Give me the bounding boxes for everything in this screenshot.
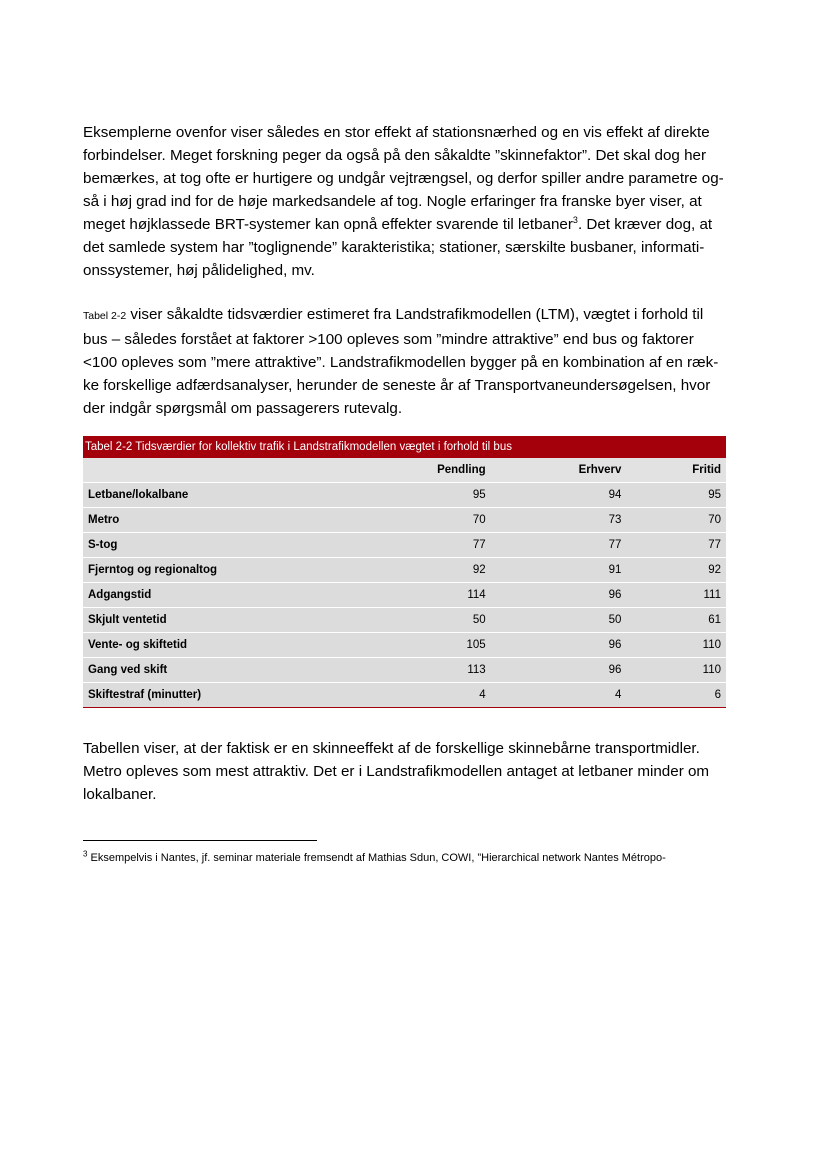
column-header-fritid: Fritid [626,458,726,483]
table-row [83,608,726,633]
table-cell: 70 [626,508,726,533]
table-cell: 6 [626,683,726,708]
text-line: Metro opleves som mest attraktiv. Det er i Landstrafikmodellen antaget at letbaner minder om [83,763,710,780]
data-table [83,458,726,708]
footnote-mark: 3 [83,849,88,859]
table-cell: 111 [626,583,726,608]
paragraph-table-intro [83,303,773,420]
footnote-reference[interactable]: 3 [572,214,578,225]
table-cell: 4 [491,683,627,708]
table-row [83,683,726,708]
table-row [83,583,726,608]
text-segment: viser såkaldte tidsværdier estimeret fra Landstrafikmodellen (LTM), vægtet i forhold til [126,306,704,323]
row-label: S-tog [83,533,340,558]
paragraph-stations-effect [83,121,773,282]
row-label: Adgangstid [83,583,340,608]
text-line: så i høj grad ind for de høje markedsandele af tog. Nogle erfaringer fra franske byer viser, at [83,193,702,210]
row-label: Skiftestraf (minutter) [83,683,340,708]
text-line-with-footnote [83,213,773,236]
row-label: Gang ved skift [83,658,340,683]
text-line: onssystemer, høj pålidelighed, mv. [83,262,315,279]
table-cell: 96 [491,583,627,608]
table-cell: 50 [491,608,627,633]
row-label: Metro [83,508,340,533]
footnote-text: Eksempelvis i Nantes, jf. seminar materiale fremsendt af Mathias Sdun, COWI, ”Hierarchical network Nantes Métropo- [87,852,666,864]
table-cell: 77 [491,533,627,558]
column-header-pendling: Pendling [340,458,490,483]
table-cell: 94 [491,483,627,508]
table-row [83,658,726,683]
table-row [83,508,726,533]
text-line: Tabellen viser, at der faktisk er en skinneeffekt af de forskellige skinnebårne transportmidler. [83,740,700,757]
row-label: Letbane/lokalbane [83,483,340,508]
text-line: det samlede system har ”toglignende” karakteristika; stationer, særskilte busbaner, informati- [83,239,705,256]
time-values-table [83,436,726,708]
text-segment: meget højklassede BRT-systemer kan opnå effekter svarende til letbaner [83,216,573,233]
table-cell: 91 [491,558,627,583]
text-line: der indgår spørgsmål om passagerers rutevalg. [83,400,403,417]
table-cell: 70 [340,508,490,533]
table-cell: 113 [340,658,490,683]
table-cell: 50 [340,608,490,633]
text-line: bemærkes, at tog ofte er hurtigere og undgår vejtrængsel, og derfor spiller andre parametre og- [83,170,724,187]
column-header [83,458,340,483]
table-cell: 110 [626,658,726,683]
table-row [83,533,726,558]
table-cell: 105 [340,633,490,658]
table-cell: 61 [626,608,726,633]
table-row [83,558,726,583]
table-caption: Tabel 2-2 Tidsværdier for kollektiv trafik i Landstrafikmodellen vægtet i forhold til bus [83,436,726,458]
table-cell: 4 [340,683,490,708]
table-cell: 92 [626,558,726,583]
table-row [83,633,726,658]
text-line: <100 opleves som ”mere attraktive”. Landstrafikmodellen bygger på en kombination af en ræk- [83,354,719,371]
text-line: ke forskellige adfærdsanalyser, herunder de seneste år af Transportvaneundersøgelsen, hvor [83,377,711,394]
column-header-erhverv: Erhverv [491,458,627,483]
text-line: bus – således forstået at faktorer >100 opleves som ”mindre attraktive” end bus og faktorer [83,331,694,348]
row-label: Fjerntog og regionaltog [83,558,340,583]
footnote [83,849,783,864]
text-line: forbindelser. Meget forskning peger da også på den såkaldte ”skinnefaktor”. Det skal dog her [83,147,707,164]
table-cell: 77 [340,533,490,558]
text-segment: . Det kræver dog, at [577,216,713,233]
paragraph-rail-effect [83,737,773,806]
table-cell: 96 [491,658,627,683]
row-label: Skjult ventetid [83,608,340,633]
text-line: lokalbaner. [83,786,157,803]
table-cell: 73 [491,508,627,533]
table-cell: 110 [626,633,726,658]
row-label: Vente- og skiftetid [83,633,340,658]
table-cross-reference[interactable]: Tabel 2-2 [83,310,127,322]
table-header-row [83,458,726,483]
footnote-divider [83,840,317,841]
text-line: Eksemplerne ovenfor viser således en stor effekt af stationsnærhed og en vis effekt af direkte [83,124,710,141]
table-row [83,483,726,508]
table-cell: 92 [340,558,490,583]
table-cell: 95 [626,483,726,508]
table-cell: 114 [340,583,490,608]
table-cell: 96 [491,633,627,658]
text-line-with-ref [83,303,773,328]
table-cell: 77 [626,533,726,558]
table-cell: 95 [340,483,490,508]
